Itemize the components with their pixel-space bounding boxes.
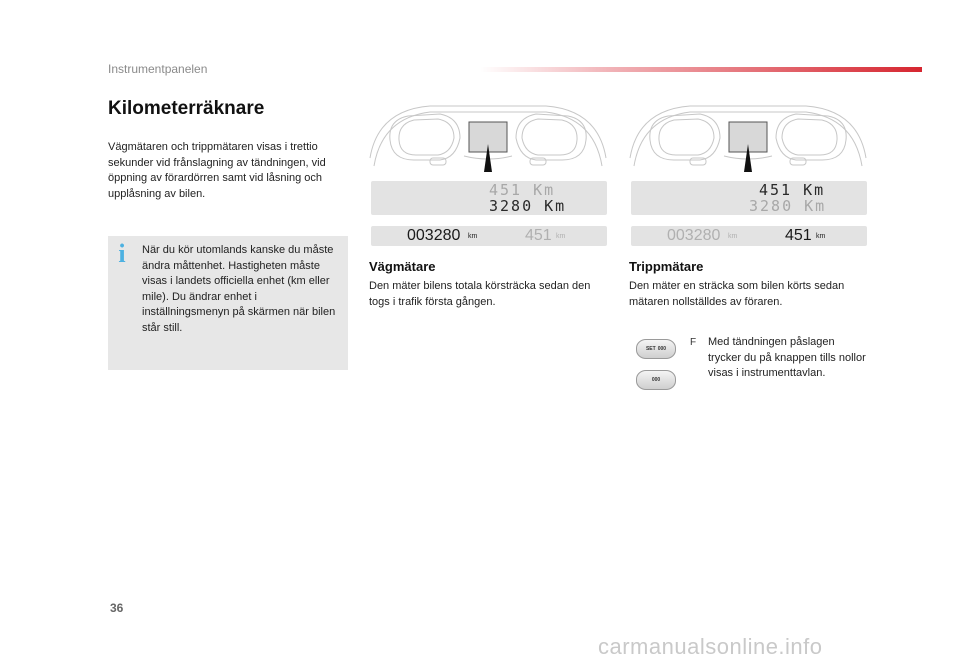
trip-heading: Trippmätare xyxy=(629,259,704,274)
lcd-odometer-row: 3280 Km xyxy=(489,197,567,215)
odometer-value: 003280 xyxy=(667,227,721,244)
lcd-display-trip xyxy=(631,181,867,215)
set-label: SET xyxy=(645,346,656,352)
reset-instruction: Med tändningen påslagen trycker du på knappen tills nollor visas i instrumenttavlan. xyxy=(708,336,866,379)
zero-label: 000 xyxy=(657,346,667,352)
info-box-text: När du kör utomlands kanske du måste ändra måttenhet. Hastigheten måste visas i landets officiella enhet (km eller mile). Du ändrar enhet i inställningsmenyn på skärmen när bilen står still. xyxy=(142,244,336,334)
lcd-odometer-row: 3280 Km xyxy=(749,197,827,215)
trip-value: 451 xyxy=(785,227,812,244)
reset-button-illustration xyxy=(636,370,676,390)
lcd-trip-row: 451 Km xyxy=(489,181,556,199)
trip-unit: km xyxy=(556,233,566,240)
header-accent-bar xyxy=(480,67,922,72)
page-number: 36 xyxy=(110,601,124,615)
intro-paragraph: Vägmätaren och trippmätaren visas i trettio sekunder vid frånslagning av tändningen, vid öppning av förardörren samt vid låsning och upplåsning av bilen. xyxy=(108,141,326,200)
trip-unit: km xyxy=(816,233,826,240)
digital-display-odometer xyxy=(371,226,607,246)
info-icon: i xyxy=(118,239,126,268)
lcd-trip-row: 451 Km xyxy=(759,181,826,199)
odometer-unit: km xyxy=(468,233,478,240)
dashboard-illustration-trip xyxy=(628,100,868,172)
trip-value: 451 xyxy=(525,227,552,244)
watermark: carmanualsonline.info xyxy=(598,634,823,659)
zero-label: 000 xyxy=(651,377,661,383)
digital-display-trip xyxy=(631,226,867,246)
set-reset-button-illustration xyxy=(636,339,676,359)
odometer-heading: Vägmätare xyxy=(369,259,436,274)
odometer-value: 003280 xyxy=(407,227,461,244)
lcd-display-odometer xyxy=(371,181,607,215)
odometer-description: Den mäter bilens totala körsträcka sedan den togs i trafik första gången. xyxy=(369,280,591,308)
trip-description: Den mäter en sträcka som bilen körts sedan mätaren nollställdes av föraren. xyxy=(629,280,845,308)
page-title: Kilometerräknare xyxy=(108,98,265,119)
dashboard-illustration-odometer xyxy=(368,100,608,172)
odometer-unit: km xyxy=(728,233,738,240)
section-header: Instrumentpanelen xyxy=(108,62,208,76)
bullet-icon: F xyxy=(690,337,697,348)
